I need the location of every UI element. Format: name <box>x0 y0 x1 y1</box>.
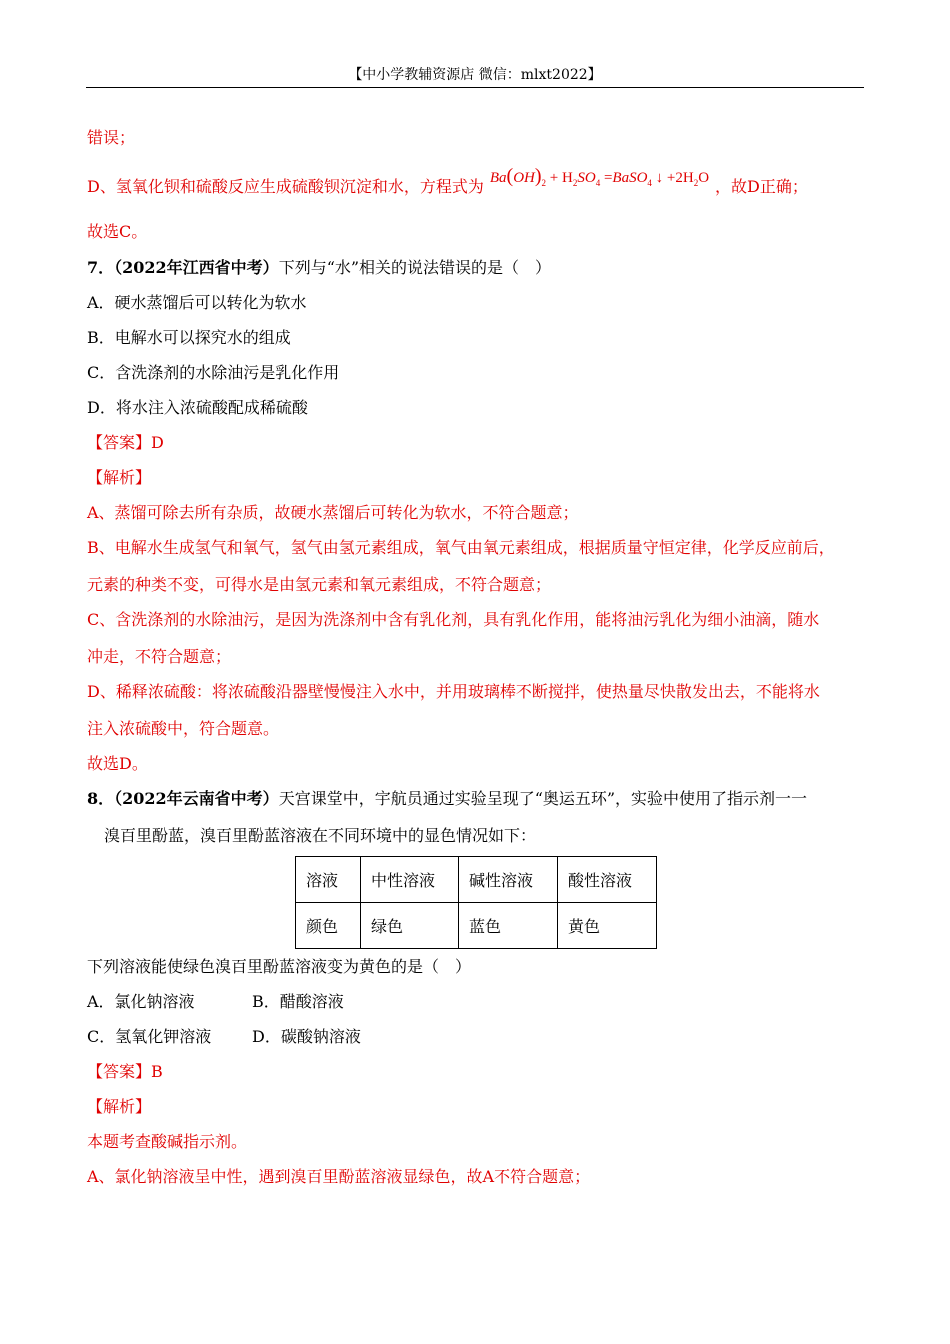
text-segment: D、氢氧化钡和硫酸反应生成硫酸钡沉淀和水，方程式为 <box>87 177 484 196</box>
formula-part: + <box>549 170 559 186</box>
analysis-line: A、蒸馏可除去所有杂质，故硬水蒸馏后可转化为软水，不符合题意； <box>87 503 579 522</box>
question-source: （2022年云南省中考） <box>114 789 279 808</box>
formula-part: Ba <box>489 170 507 186</box>
formula-subscript: 2 <box>572 178 578 188</box>
question-8 <box>87 789 807 809</box>
analysis-heading: 【解析】 <box>87 1097 152 1116</box>
analysis-line: 本题考查酸碱指示剂。 <box>87 1132 248 1151</box>
formula-part: O <box>698 170 710 186</box>
table-cell: 碱性溶液 <box>459 857 558 903</box>
analysis-line: 冲走，不符合题意； <box>87 647 232 666</box>
analysis-line: A、氯化钠溶液呈中性，遇到溴百里酚蓝溶液显绿色，故A不符合题意； <box>87 1167 591 1186</box>
table-row <box>296 857 657 903</box>
indicator-color-table <box>295 856 657 949</box>
text-line-equation <box>87 165 808 203</box>
option-a: A．硬水蒸馏后可以转化为软水 <box>87 293 307 312</box>
table-row <box>296 903 657 949</box>
formula-part: BaSO <box>612 170 648 186</box>
text-line: 错误； <box>87 128 136 147</box>
option-b: B．电解水可以探究水的组成 <box>87 328 291 347</box>
analysis-heading: 【解析】 <box>87 468 152 487</box>
formula-part: ↓ <box>655 170 664 186</box>
formula-part: H <box>562 170 573 186</box>
question-text: 溴百里酚蓝，溴百里酚蓝溶液在不同环境中的显色情况如下： <box>104 826 537 845</box>
table-cell: 溶液 <box>296 857 361 903</box>
option-c: C．含洗涤剂的水除油污是乳化作用 <box>87 363 340 382</box>
formula-part: SO <box>577 170 596 186</box>
formula-subscript: 4 <box>595 178 601 188</box>
question-number: 7． <box>87 258 115 277</box>
formula-subscript: 2 <box>541 178 547 188</box>
option-d: D．碳酸钠溶液 <box>252 1027 361 1046</box>
formula-subscript: 4 <box>647 178 652 188</box>
question-text: 天宫课堂中，宇航员通过实验呈现了“奥运五环”，实验中使用了指示剂一一 <box>278 789 808 808</box>
option-d: D．将水注入浓硫酸配成稀硫酸 <box>87 398 308 417</box>
page-header: 【中小学教辅资源店 微信：mlxt2022】 <box>86 64 864 88</box>
analysis-line: 注入浓硫酸中，符合题意。 <box>87 719 280 738</box>
answer: 【答案】B <box>87 1062 163 1081</box>
analysis-line: 故选D。 <box>87 754 148 773</box>
table-cell: 蓝色 <box>459 903 558 949</box>
question-7 <box>87 258 551 278</box>
analysis-line: D、稀释浓硫酸：将浓硫酸沿器壁慢慢注入水中，并用玻璃棒不断搅拌，使热量尽快散发出去，不能将水 <box>87 682 820 701</box>
option-a: A．氯化钠溶液 <box>87 992 195 1011</box>
option-b: B．醋酸溶液 <box>252 992 344 1011</box>
table-cell: 颜色 <box>296 903 361 949</box>
table-cell: 绿色 <box>361 903 459 949</box>
analysis-line: B、电解水生成氢气和氧气，氢气由氢元素组成，氧气由氧元素组成，根据质量守恒定律，化学反应前后， <box>87 538 835 557</box>
table-cell: 黄色 <box>558 903 657 949</box>
question-text: 下列溶液能使绿色溴百里酚蓝溶液变为黄色的是（ ） <box>87 957 472 976</box>
question-text: 下列与“水”相关的说法错误的是（ ） <box>278 258 552 277</box>
answer: 【答案】D <box>87 433 164 452</box>
formula-part: +2H <box>666 170 694 186</box>
formula-part: OH <box>513 170 535 186</box>
analysis-line: 元素的种类不变，可得水是由氢元素和氧元素组成，不符合题意； <box>87 575 552 594</box>
question-number: 8． <box>87 789 115 808</box>
question-source: （2022年江西省中考） <box>114 258 279 277</box>
analysis-line: C、含洗涤剂的水除油污，是因为洗涤剂中含有乳化剂，具有乳化作用，能将油污乳化为细小油滴，随水 <box>87 610 820 629</box>
table-cell: 中性溶液 <box>361 857 459 903</box>
text-segment: ，故D正确； <box>715 177 808 196</box>
option-c: C．氢氧化钾溶液 <box>87 1027 212 1046</box>
formula-subscript: 2 <box>693 178 699 188</box>
formula-part: = <box>603 170 613 186</box>
text-line: 故选C。 <box>87 222 148 241</box>
chemical-equation: $Ba(OH)_2 + H_2SO_4$ =BaSO$_4$ ↓ $+2H_2O$ <box>489 165 710 188</box>
table-cell: 酸性溶液 <box>558 857 657 903</box>
